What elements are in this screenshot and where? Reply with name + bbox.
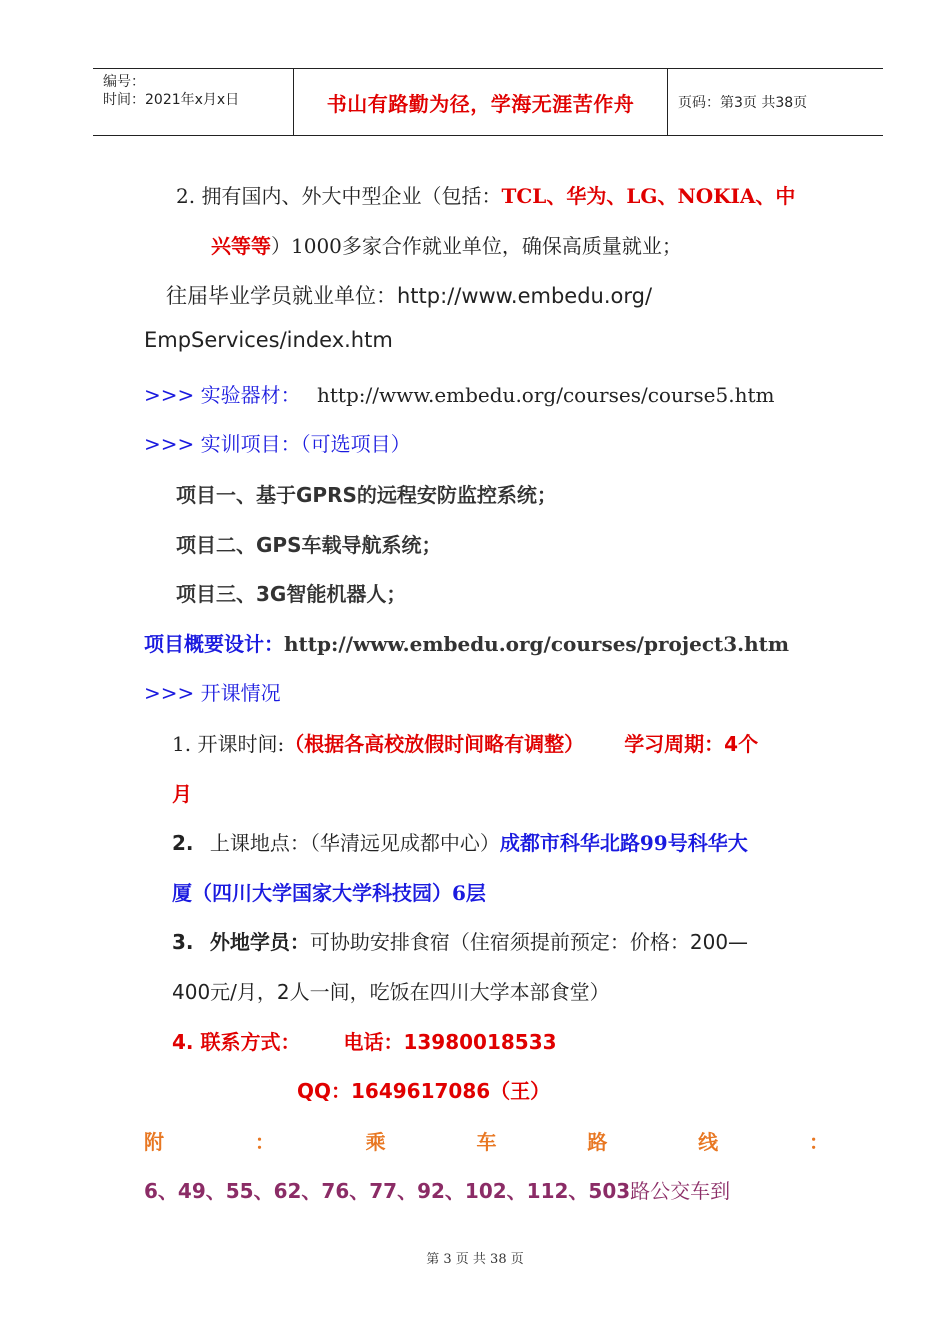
class-time-note: （根据各高校放假时间略有调整） (284, 732, 585, 756)
class-time-line (172, 728, 758, 757)
class-period: 学习周期：4个 (624, 732, 759, 756)
class-time-prefix: 1. 开课时间: (172, 732, 285, 756)
outside-label: 外地学员： (209, 930, 310, 954)
number-label: 编号： (103, 74, 145, 90)
materials-label: >>> 实验器材： (144, 383, 301, 407)
item2-companies-cont: 兴等等 (211, 234, 271, 258)
project-item-1: 项目一、基于GPRS的远程安防监控系统； (176, 483, 557, 507)
class-place-addr2: 厦（四川大学国家大学科技园）6层 (172, 881, 486, 905)
outside-prefix: 3. (172, 930, 194, 954)
design-label: 项目概要设计： (144, 632, 284, 656)
route-char: 附 (144, 1130, 164, 1154)
outside-text1: 可协助安排食宿（住宿须提前预定：价格：200— (309, 930, 749, 954)
alumni-line2: EmpServices/index.htm (144, 328, 393, 352)
header-page-info: 页码：第3页 共38页 (678, 95, 808, 111)
route-char: 线 (698, 1130, 719, 1154)
class-place-addr1: 成都市科华北路99号科华大 (499, 831, 748, 855)
route-buses-suffix: 路公交车到 (630, 1179, 731, 1203)
class-period-cont: 月 (172, 782, 192, 806)
route-char: 路 (587, 1130, 608, 1154)
class-place-label: 上课地点：（华清远见成都中心） (209, 831, 500, 855)
contact-label: 4. 联系方式： (172, 1030, 301, 1054)
route-char: 车 (476, 1130, 497, 1154)
project-item-2: 项目二、GPS车载导航系统； (176, 533, 442, 557)
outside-line1 (172, 926, 748, 955)
class-place-line (172, 827, 748, 856)
materials-line (144, 379, 774, 408)
contact-qq: QQ：1649617086（王） (297, 1079, 551, 1103)
contact-line (172, 1026, 557, 1055)
header-meta (93, 69, 294, 135)
item2-line1 (176, 180, 795, 209)
design-line (144, 628, 789, 657)
classes-label: >>> 开课情况 (144, 681, 281, 705)
contact-phone: 电话：13980018533 (343, 1030, 557, 1054)
route-char: ： (808, 1130, 829, 1154)
class-place-prefix: 2. (172, 831, 194, 855)
project-item-3: 项目三、3G智能机器人； (176, 582, 407, 606)
header-motto: 书山有路勤为径，学海无涯苦作舟 (294, 69, 668, 135)
time-label: 时间：2021年x月x日 (103, 92, 240, 108)
outside-text2: 400元/月，2人一间，吃饭在四川大学本部食堂） (172, 980, 610, 1004)
projects-label: >>> 实训项目：（可选项目） (144, 432, 411, 456)
route-buses: 6、49、55、62、76、77、92、102、112、503 (144, 1179, 631, 1203)
design-url[interactable]: http://www.embedu.org/courses/project3.htm (284, 632, 790, 656)
route-char: 乘 (365, 1130, 386, 1154)
route-buses-line (144, 1175, 730, 1204)
item2-companies: TCL、华为、LG、NOKIA、中 (501, 184, 796, 208)
header-table (93, 68, 883, 136)
route-heading (144, 1126, 829, 1155)
route-char: ： (254, 1130, 275, 1154)
materials-url[interactable]: http://www.embedu.org/courses/course5.htm (317, 383, 775, 407)
item2-line2 (211, 230, 682, 259)
page-footer: 第 3 页 共 38 页 (426, 1252, 524, 1267)
item2-prefix: 2. 拥有国内、外大中型企业（包括： (176, 184, 502, 208)
item2-suffix: ）1000多家合作就业单位，确保高质量就业； (271, 234, 682, 258)
alumni-line1: 往届毕业学员就业单位：http://www.embedu.org/ (166, 284, 653, 308)
